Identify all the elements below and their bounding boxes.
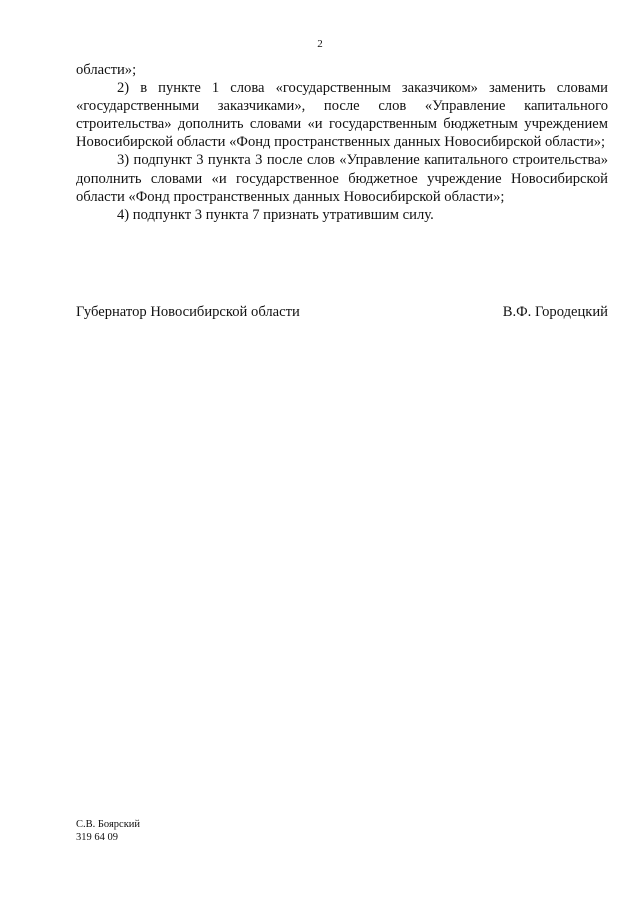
paragraph-continuation: области»; <box>76 62 137 78</box>
paragraph-item-3: 3) подпункт 3 пункта 3 после слов «Управление капитального строительства» дополнить словами «и государственное бюджетное учреждение Новосибирской области «Фонд пространственных данных Новосибирской области»; <box>76 152 608 205</box>
executor-name: С.В. Боярский <box>76 819 141 830</box>
page-number: 2 <box>317 38 323 50</box>
signatory-name: В.Ф. Городецкий <box>502 304 608 320</box>
executor-phone: 319 64 09 <box>76 832 118 843</box>
signatory-position: Губернатор Новосибирской области <box>76 304 300 320</box>
paragraph-item-2: 2) в пункте 1 слова «государственным заказчиком» заменить словами «государственными заказчиками», после слов «Управление капитального строительства» дополнить словами «и государственным бюджетным учреждением Новосибирской области «Фонд пространственных данных Новосибирской области»; <box>76 80 608 151</box>
paragraph-item-4: 4) подпункт 3 пункта 7 признать утратившим силу. <box>117 206 434 223</box>
document-body <box>76 61 608 224</box>
signature-block <box>76 303 608 321</box>
executor-info <box>76 818 140 844</box>
